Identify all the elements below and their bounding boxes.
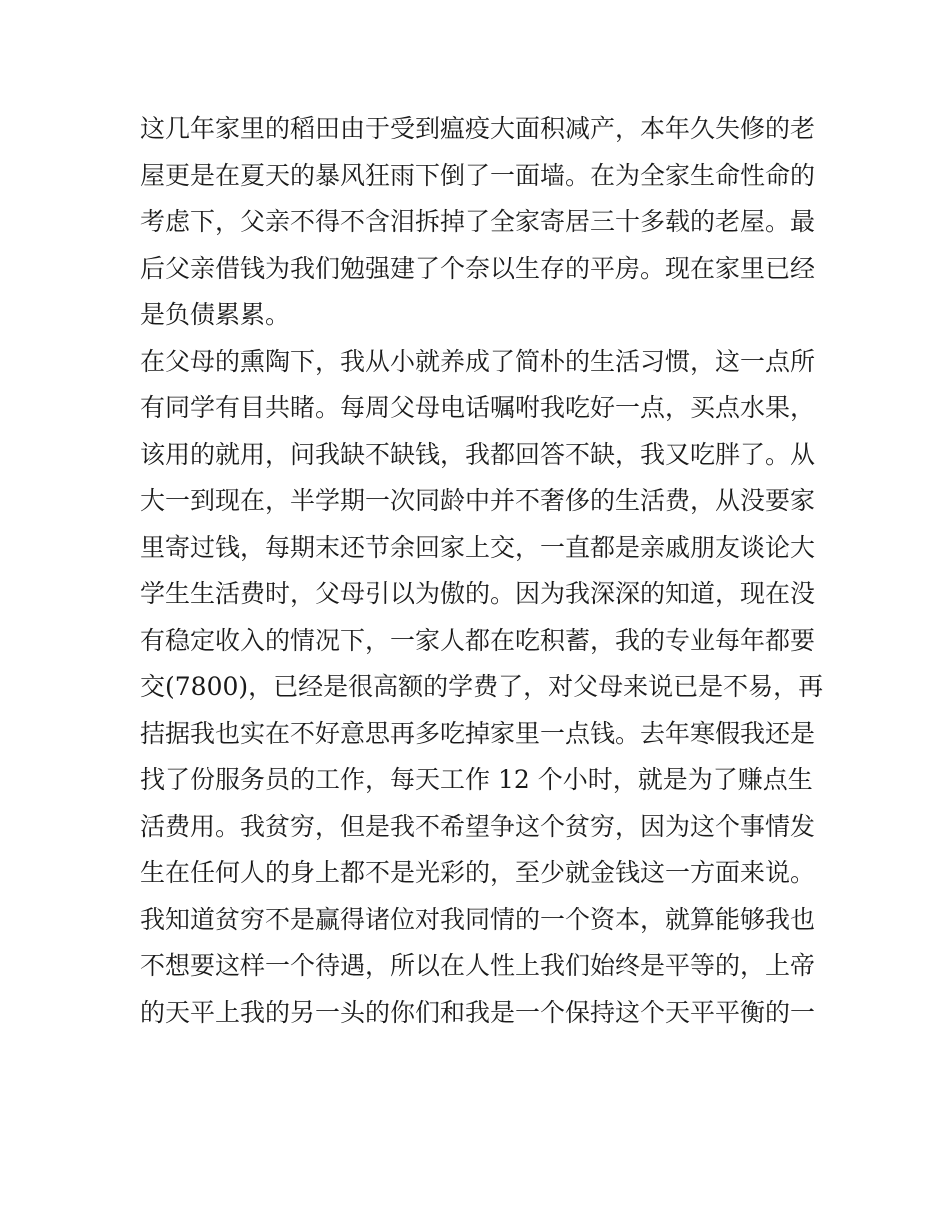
text-line-15: 找了份服务员的工作，每天工作 12 个小时，就是为了赚点生: [140, 765, 813, 794]
text-line-12: 有稳定收入的情况下，一家人都在吃积蓄，我的专业每年都要: [140, 625, 816, 655]
body-text: [140, 106, 824, 1036]
text-line-11: 学生生活费时，父母引以为傲的。因为我深深的知道，现在没: [140, 579, 816, 608]
text-line-5: 是负债累累。: [140, 300, 291, 329]
text-line-1: 这几年家里的稻田由于受到瘟疫大面积减产，本年久失修的老: [140, 114, 816, 143]
text-line-6: 在父母的熏陶下，我从小就养成了简朴的生活习惯，这一点所: [140, 346, 816, 376]
text-line-19: 不想要这样一个待遇，所以在人性上我们始终是平等的，上帝: [140, 951, 816, 980]
text-line-14: 拮据我也实在不好意思再多吃掉家里一点钱。去年寒假我还是: [140, 718, 816, 748]
text-line-20: 的天平上我的另一头的你们和我是一个保持这个天平平衡的一: [140, 997, 816, 1027]
text-line-13: 交(7800)，已经是很高额的学费了，对父母来说已是不易，再: [140, 672, 824, 701]
text-line-17: 生在任何人的身上都不是光彩的，至少就金钱这一方面来说。: [140, 858, 816, 887]
text-line-3: 考虑下，父亲不得不含泪拆掉了全家寄居三十多载的老屋。最: [140, 207, 816, 236]
text-line-10: 里寄过钱，每期末还节余回家上交，一直都是亲戚朋友谈论大: [140, 532, 816, 562]
text-line-9: 大一到现在，半学期一次同龄中并不奢侈的生活费，从没要家: [140, 486, 816, 515]
text-line-8: 该用的就用，问我缺不缺钱，我都回答不缺，我又吃胖了。从: [140, 439, 816, 469]
text-line-18: 我知道贫穷不是赢得诸位对我同情的一个资本，就算能够我也: [140, 904, 816, 934]
text-line-4: 后父亲借钱为我们勉强建了个奈以生存的平房。现在家里已经: [140, 253, 816, 283]
text-line-16: 活费用。我贫穷，但是我不希望争这个贫穷，因为这个事情发: [140, 811, 816, 841]
text-line-2: 屋更是在夏天的暴风狂雨下倒了一面墙。在为全家生命性命的: [140, 160, 816, 190]
text-line-7: 有同学有目共睹。每周父母电话嘱咐我吃好一点，买点水果，: [140, 393, 816, 422]
